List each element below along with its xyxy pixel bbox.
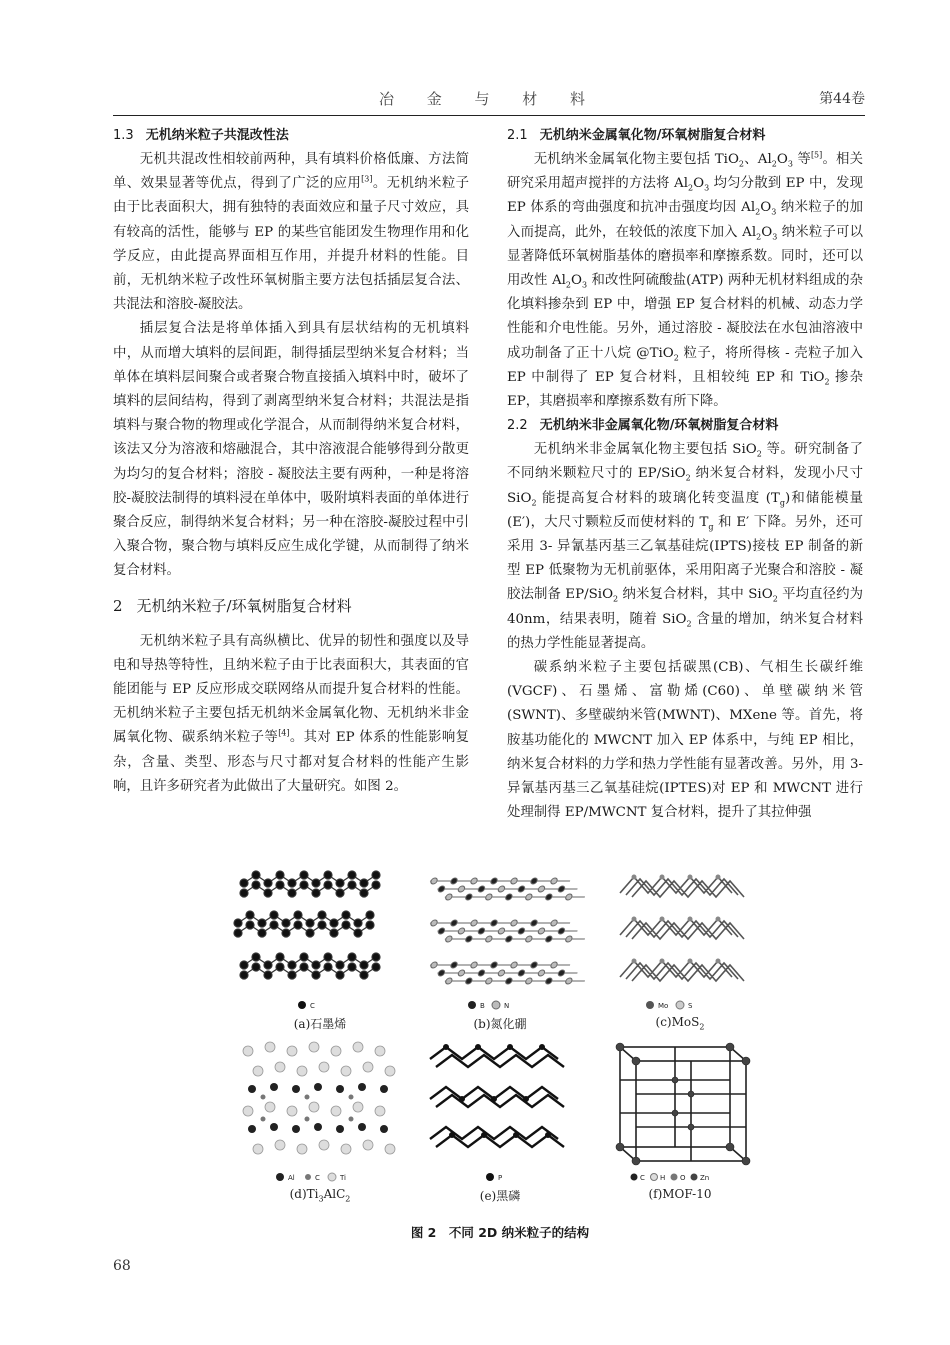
text-run: 纳米复合材料，其中 SiO (618, 587, 773, 603)
text-run: 和改性阿硫酸盐(ATP) 两种无机材料组成的杂化填料掺杂到 EP 中，增强 EP 复合材料的机械、动态力学性能和介电性能。另外，通过溶胶 - 凝胶法在水包油溶液中成功制备了正十八烷 @TiO (507, 273, 863, 361)
subscript: 2 (687, 183, 694, 193)
text-run: O (760, 200, 772, 216)
legend-label: C (640, 1174, 645, 1182)
text-run: O (571, 273, 582, 289)
legend-label: Mo (658, 1002, 669, 1010)
mos2-structure-image (590, 865, 770, 1015)
text-run: 纳米复合材料，发现小尺寸 SiO (507, 466, 863, 506)
subscript: g (779, 498, 785, 508)
paragraph: 插层复合法是将单体插入到具有层状结构的无机填料中，从而增大填料的层间距，制得插层型纳米复合材料；当单体在填料层间聚合或者聚合物直接插入填料中时，破坏了填料的层间结构，得到了剥离型纳米复合材料；共混法是指填料与聚合物的物理或化学混合，从而制得纳米复合材料，该法又分为溶液和熔融混合，其中溶液混合能够得到分散更为均匀的复合材料；溶胶 - 凝胶法主要有两种，一种是将溶胶-凝胶法制得的填料浸在单体中，吸附填料表面的单体进行聚合反应，制得纳米复合材料；另一种在溶胶-凝胶过程中引入聚合物，聚合物与填料反应生成化学键，从而制得了纳米复合材料。 (113, 321, 469, 579)
section-title: 无机纳米非金属氧化物/环氧树脂复合材料 (539, 418, 779, 434)
section-title: 无机纳米粒子共混改性法 (145, 128, 289, 143)
subscript: 3 (772, 232, 778, 242)
legend-hydrogen-atom (651, 1174, 658, 1181)
citation: [3] (361, 174, 373, 184)
volume-label: 第44卷 (819, 91, 865, 107)
text-run: 等。研究制备了不同纳米颗粒尺寸的 EP/SiO (507, 442, 863, 482)
legend-molybdenum-atom (646, 1001, 654, 1009)
text-run: 粒子，将所得核 - 壳粒子加入 EP 中制得了 EP 复合材料，且相较纯 EP 和 TiO (507, 345, 864, 385)
text-run: 平均直径约为 40nm，结果表明，随着 SiO (507, 587, 863, 627)
panel-caption: (e)黑磷 (479, 1189, 521, 1203)
text-run: O (776, 152, 788, 167)
panel-boron-nitride (410, 865, 590, 1031)
legend-label: Al (288, 1174, 295, 1182)
legend-titanium-atom (328, 1173, 336, 1181)
section-1-3-heading (113, 124, 469, 148)
text-run: )和储能模量(E′)，大尺寸颗粒反而使材料的 T (507, 490, 863, 530)
subscript: g (708, 522, 714, 532)
page-number: 68 (113, 1258, 131, 1274)
section-number: 2 (113, 596, 123, 615)
figure-caption: 图 2 不同 2D 纳米粒子的结构 (410, 1225, 590, 1240)
subscript: 3 (582, 280, 588, 290)
header-rule (113, 115, 865, 116)
text-run: 无机共混改性相较前两种，具有填料价格低廉、方法简单、效果显著等优点，得到了广泛的应用 (113, 152, 469, 192)
text-run: 掺杂 EP，其磨损率和摩擦系数有所下降。 (507, 369, 863, 410)
text-run: 纳米粒子的加入而提高，此外，在较低的浓度下加入 Al (507, 200, 863, 240)
subscript: 2 (699, 1022, 705, 1032)
subscript: 2 (685, 474, 691, 484)
left-column (113, 124, 469, 799)
text-run: 和 E′ 下降。另外，还可采用 3- 异氰基丙基三乙氧基硅烷(IPTS)接枝 EP 制备的新型 EP 低聚物为无机前驱体，采用阳离子光聚合和溶胶 - 凝胶法制备 EP/SiO (507, 514, 864, 603)
black-phosphorus-structure-image (410, 1037, 590, 1187)
paragraph (507, 438, 863, 656)
boron-nitride-structure-image (410, 865, 590, 1015)
subscript: 2 (686, 619, 692, 629)
paragraph (113, 630, 469, 799)
right-column (507, 124, 863, 825)
paragraph (507, 148, 863, 414)
legend-nitrogen-atom (492, 1001, 500, 1009)
legend-sulfur-atom (676, 1001, 684, 1009)
section-title: 无机纳米粒子/环氧树脂复合材料 (136, 596, 352, 615)
text-run: 能提高复合材料的玻璃化转变温度 (T (536, 490, 780, 506)
section-number: 2.1 (507, 128, 528, 143)
subscript: 3 (787, 159, 793, 169)
section-2-1-heading (507, 124, 863, 148)
legend-label: C (310, 1002, 315, 1010)
text-run: 。无机纳米粒子由于比表面积大，拥有独特的表面效应和量子尺寸效应，具有较高的活性，能够与 EP 的某些官能团发生物理作用和化学反应，由此提高界面相互作用，并提升材料的性能。目前，无机纳米粒子改性环氧树脂主要方法包括插层复合法、共混法和溶胶-凝胶法。 (113, 176, 470, 313)
citation: [5] (810, 150, 823, 160)
legend-label: Ti (340, 1174, 347, 1182)
text-run: 无机纳米粒子具有高纵横比、优异的韧性和强度以及导电和导热等特性，且纳米粒子由于比表面积大，其表面的官能团能与 EP 反应形成交联网络从而提升复合材料的性能。无机纳米粒子主要包括无机纳米金属氧化物、无机纳米非金属氧化物、碳系纳米粒子等 (113, 633, 469, 746)
legend-label: S (688, 1002, 693, 1010)
panel-caption: (f)MOF-10 (648, 1187, 712, 1201)
subscript: 2 (613, 595, 619, 605)
caption-text: (d)Ti (289, 1187, 319, 1201)
panel-graphene (230, 865, 410, 1031)
section-number: 1.3 (113, 128, 134, 143)
ti3alc2-structure-image (230, 1037, 410, 1187)
subscript: 2 (565, 280, 572, 290)
legend-label: P (498, 1174, 503, 1182)
caption-text: (c)MoS (655, 1015, 700, 1029)
subscript: 2 (772, 595, 778, 605)
panel-caption (590, 1015, 770, 1032)
graphene-structure-image (230, 865, 410, 1015)
legend-aluminum-atom (276, 1173, 284, 1181)
journal-title: 冶 金 与 材 料 (378, 90, 600, 108)
panel-mos2 (590, 865, 770, 1032)
citation: [4] (278, 729, 290, 738)
text-run: 。其对 EP 体系的性能影响复杂，含量、类型、形态与尺寸都对复合材料的性能产生影响，且许多研究者为此做出了大量研究。如图 2。 (113, 730, 469, 794)
legend-carbon-atom (305, 1174, 311, 1180)
subscript: 2 (755, 208, 761, 218)
text-run: 均匀分散到 EP 中，发现 EP 体系的弯曲强度和抗冲击强度均因 Al (507, 176, 863, 216)
subscript: 2 (673, 353, 679, 363)
legend-zinc-atom (691, 1174, 698, 1181)
legend-carbon-atom (298, 1001, 306, 1009)
text-run: 无机纳米非金属氧化物主要包括 SiO (533, 442, 757, 458)
legend-boron-atom (468, 1001, 476, 1009)
text-run: 含量的增加，纳米复合材料的热力学性能显著提高。 (507, 611, 863, 651)
subscript: 3 (318, 1194, 324, 1204)
legend-label: N (504, 1002, 510, 1010)
subscript: 2 (756, 232, 762, 242)
text-run: O (693, 176, 705, 192)
panel-caption: (b)氮化硼 (473, 1017, 527, 1031)
section-number: 2.2 (507, 418, 528, 434)
panel-caption: (a)石墨烯 (293, 1017, 347, 1031)
paragraph: 碳系纳米粒子主要包括碳黑(CB)、气相生长碳纤维(VGCF)、石墨烯、富勒烯(C60)、单壁碳纳米管(SWNT)、多壁碳纳米管(MWNT)、MXene 等。首先，将胺基功能化的 MWCNT 加入 EP 体系中，与纯 EP 相比，纳米复合材料的力学和热力学性能有显著改善。另外，用 3- 异氰基丙基三乙氧基硅烷(IPTES)对 EP 和 MWCNT 进行处理制得 EP/MWCNT 复合材料，提升了其拉伸强 (507, 660, 863, 821)
legend-label: C (315, 1174, 320, 1182)
panel-black-phosphorus (410, 1037, 590, 1203)
subscript: 3 (704, 183, 710, 193)
running-header (113, 88, 865, 112)
section-title: 无机纳米金属氧化物/环氧树脂复合材料 (539, 128, 766, 143)
section-2-2-heading (507, 414, 863, 438)
subscript: 2 (771, 159, 777, 169)
subscript: 2 (824, 377, 830, 387)
text-run: 等 (792, 152, 811, 167)
section-2-heading (113, 592, 469, 620)
text-run: 。相关研究采用超声搅拌的方法将 Al (507, 152, 864, 192)
figure-2 (230, 865, 770, 1245)
paragraph (113, 148, 469, 317)
text-run: 无机纳米金属氧化物主要包括 TiO (533, 152, 739, 167)
subscript: 3 (771, 208, 777, 218)
subscript: 2 (738, 159, 745, 169)
subscript: 2 (531, 498, 537, 508)
panel-mof-10 (590, 1037, 770, 1201)
subscript: 2 (756, 449, 762, 459)
legend-oxygen-atom (671, 1174, 678, 1181)
text-run: 、Al (744, 152, 772, 167)
legend-phosphorus-atom (486, 1173, 494, 1181)
subscript: 2 (345, 1194, 351, 1204)
legend-label: H (660, 1174, 666, 1182)
text-run: 纳米粒子可以显著降低环氧树脂基体的磨损率和摩擦系数。同时，还可以用改性 Al (507, 224, 863, 289)
text-run: O (761, 224, 773, 240)
caption-text: AlC (323, 1187, 346, 1201)
legend-label: Zn (700, 1174, 710, 1182)
panel-ti3alc2 (230, 1037, 410, 1204)
legend-label: O (680, 1174, 686, 1182)
legend-carbon-atom (631, 1174, 638, 1181)
panel-caption (230, 1187, 410, 1204)
mof-10-structure-image (590, 1037, 770, 1187)
legend-label: B (480, 1002, 485, 1010)
